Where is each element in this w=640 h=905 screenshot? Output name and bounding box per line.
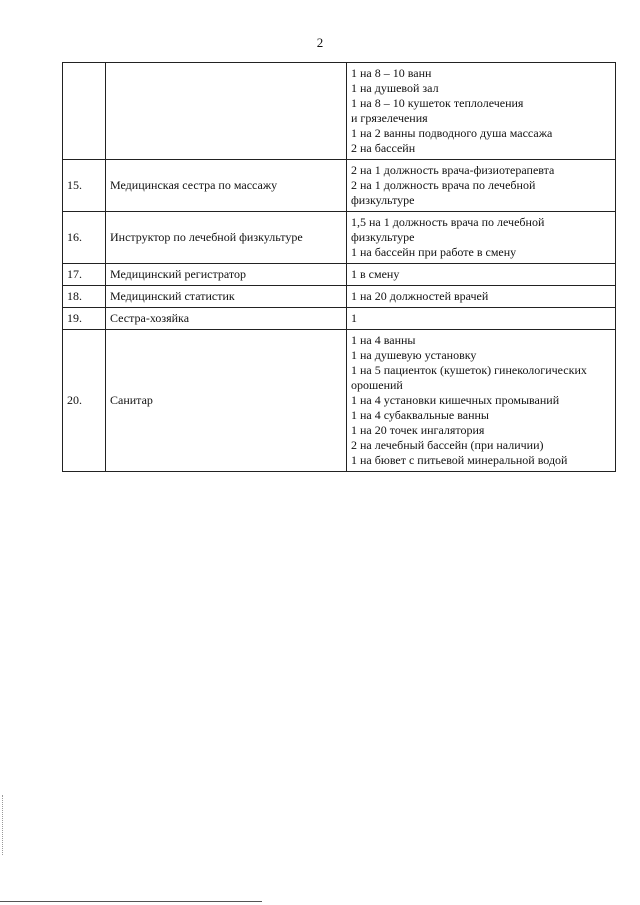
norm-line: 1	[351, 311, 357, 325]
row-number-cell: 17.	[63, 264, 106, 286]
position-cell: Медицинская сестра по массажу	[106, 160, 347, 212]
table-row	[63, 264, 616, 286]
norm-line: и грязелечения	[351, 111, 428, 125]
norm-line: 2 на 1 должность врача по лечебной	[351, 178, 536, 192]
row-number-cell: 18.	[63, 286, 106, 308]
position-cell: Санитар	[106, 330, 347, 472]
norm-cell	[347, 160, 616, 212]
norm-cell	[347, 308, 616, 330]
norm-line: 1 на 4 установки кишечных промываний	[351, 393, 560, 407]
norm-line: 1 на бювет с питьевой минеральной водой	[351, 453, 568, 467]
norm-line: 1 в смену	[351, 267, 400, 281]
norm-line: 1,5 на 1 должность врача по лечебной	[351, 215, 545, 229]
norm-line: 2 на бассейн	[351, 141, 416, 155]
table-row	[63, 63, 616, 160]
staffing-norms-table	[62, 62, 616, 472]
table-row	[63, 286, 616, 308]
norm-line: 2 на лечебный бассейн (при наличии)	[351, 438, 544, 452]
norm-cell	[347, 330, 616, 472]
row-number-cell: 15.	[63, 160, 106, 212]
position-cell: Медицинский статистик	[106, 286, 347, 308]
norm-line: 2 на 1 должность врача-физиотерапевта	[351, 163, 555, 177]
norm-line: 1 на 20 должностей врачей	[351, 289, 489, 303]
norm-cell	[347, 286, 616, 308]
norm-line: 1 на 4 ванны	[351, 333, 416, 347]
norm-line: 1 на 4 субаквальные ванны	[351, 408, 489, 422]
position-cell: Медицинский регистратор	[106, 264, 347, 286]
norm-cell	[347, 63, 616, 160]
norm-line: 1 на 8 – 10 ванн	[351, 66, 432, 80]
norm-line: 1 на душевой зал	[351, 81, 439, 95]
row-number-cell: 20.	[63, 330, 106, 472]
norm-line: 1 на 20 точек ингалятория	[351, 423, 485, 437]
norm-line: 1 на 8 – 10 кушеток теплолечения	[351, 96, 524, 110]
row-number-cell: 16.	[63, 212, 106, 264]
footer-rule	[0, 901, 262, 902]
table-row	[63, 160, 616, 212]
page-number: 2	[316, 35, 324, 50]
position-cell	[106, 63, 347, 160]
table-row	[63, 308, 616, 330]
row-number-cell	[63, 63, 106, 160]
norm-line: физкультуре	[351, 230, 415, 244]
norm-line: 1 на 2 ванны подводного душа массажа	[351, 126, 553, 140]
table-body	[63, 63, 616, 472]
norm-line: 1 на 5 пациенток (кушеток) гинекологических	[351, 363, 587, 377]
position-cell: Инструктор по лечебной физкультуре	[106, 212, 347, 264]
position-cell: Сестра-хозяйка	[106, 308, 347, 330]
norm-line: физкультуре	[351, 193, 415, 207]
table-row	[63, 330, 616, 472]
norm-line: 1 на бассейн при работе в смену	[351, 245, 517, 259]
row-number-cell: 19.	[63, 308, 106, 330]
norm-cell	[347, 264, 616, 286]
scan-edge-marks	[2, 795, 4, 855]
table-row	[63, 212, 616, 264]
norm-line: 1 на душевую установку	[351, 348, 477, 362]
norm-line: орошений	[351, 378, 403, 392]
norm-cell	[347, 212, 616, 264]
